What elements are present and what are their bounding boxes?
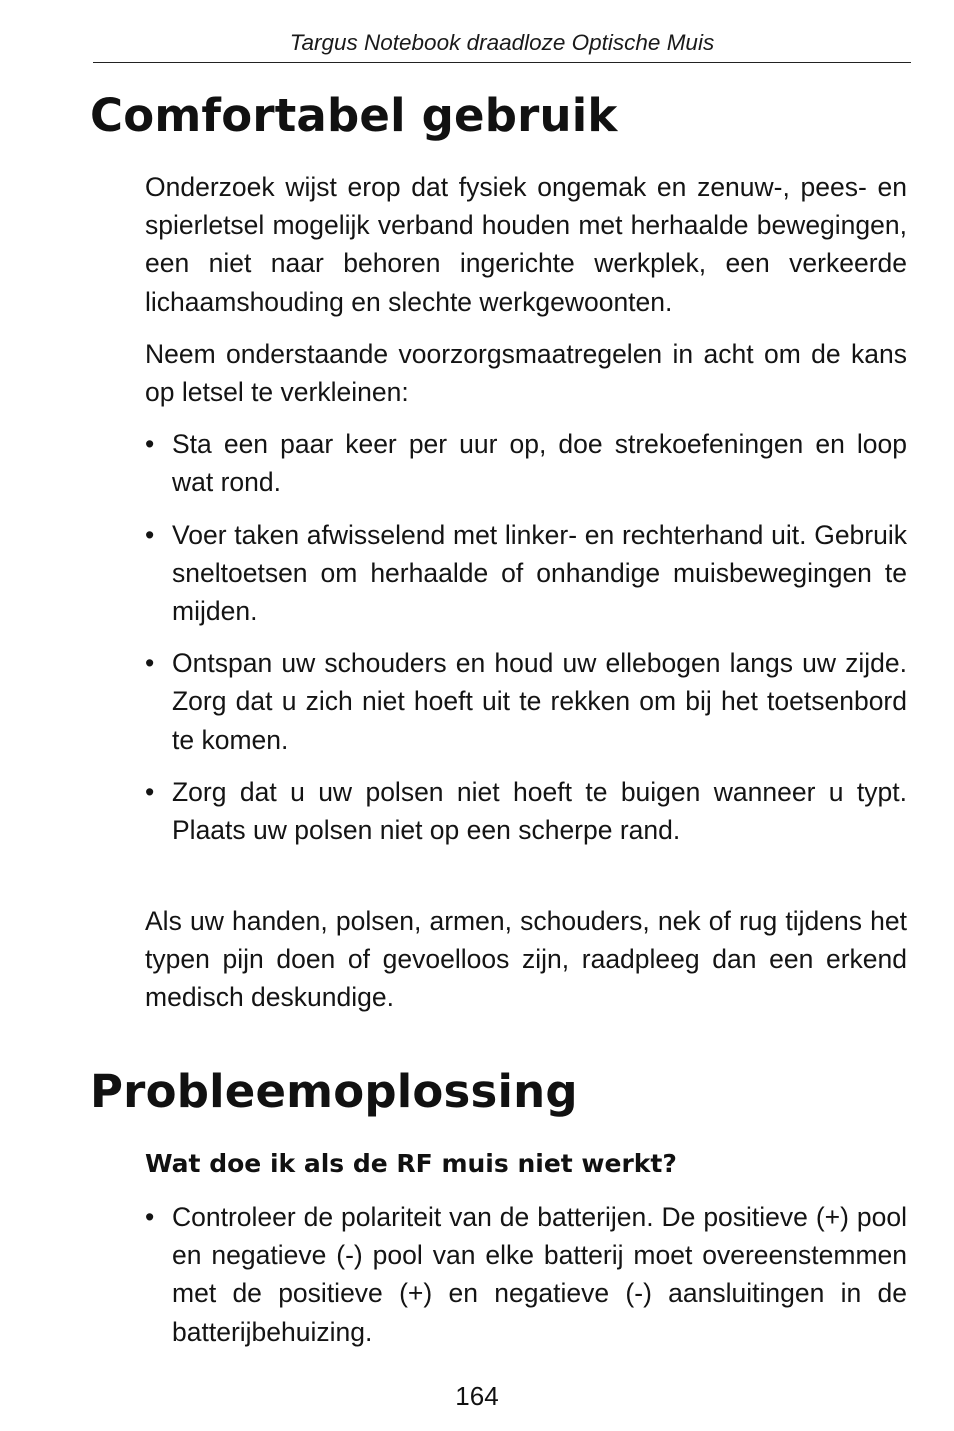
list-item — [145, 644, 907, 759]
bullet-icon: • — [145, 648, 155, 679]
list-item-text: Sta een paar keer per uur op, doe strekoefeningen en loop wat rond. — [172, 429, 907, 498]
bullet-icon: • — [145, 1202, 155, 1232]
list-item-text: Controleer de polariteit van de batterijen. De positieve (+) pool en negatieve (-) pool van elke batterij moet overeenstemmen met de positieve (+) en negatieve (-) aansluitingen in de batterijbehuizing. — [172, 1202, 907, 1347]
comfort-closing-paragraph: Als uw handen, polsen, armen, schouders, nek of rug tijdens het typen pijn doen of gevoelloos zijn, raadpleeg dan een erkend medisch deskundige. — [145, 906, 907, 1013]
section-heading-troubleshooting: Probleemoplossing — [90, 1065, 578, 1118]
list-item-text: Voer taken afwisselend met linker- en rechterhand uit. Gebruik sneltoetsen om herhaalde of onhandige muisbewegingen te mijden. — [172, 519, 907, 627]
bullet-icon: • — [145, 776, 155, 807]
comfort-closing — [145, 902, 907, 1017]
comfort-precautions-paragraph: Neem onderstaande voorzorgsmaatregelen in acht om de kans op letsel te verkleinen: — [145, 338, 907, 408]
troubleshooting-list — [145, 1198, 907, 1351]
list-item — [145, 773, 907, 849]
comfort-body — [145, 168, 907, 849]
comfort-intro-paragraph: Onderzoek wijst erop dat fysiek ongemak en zenuw-, pees- en spierletsel mogelijk verband houden met herhaalde bewegingen, een niet naar behoren ingerichte werkplek, een verkeerde lichaamshouding en slechte werkgewoonten. — [145, 172, 907, 317]
troubleshooting-question: Wat doe ik als de RF muis niet werkt? — [145, 1149, 677, 1178]
list-item — [145, 425, 907, 501]
header-divider — [93, 62, 911, 63]
list-item — [145, 1198, 907, 1351]
page-number: 164 — [455, 1381, 499, 1411]
running-header: Targus Notebook draadloze Optische Muis — [289, 30, 715, 55]
section-heading-comfort: Comfortabel gebruik — [90, 89, 618, 142]
list-item-text: Ontspan uw schouders en houd uw ellebogen langs uw zijde. Zorg dat u zich niet hoeft uit te rekken om bij het toetsenbord te komen. — [172, 648, 907, 755]
troubleshooting-body — [145, 1198, 907, 1351]
bullet-icon: • — [145, 519, 155, 550]
list-item-text: Zorg dat u uw polsen niet hoeft te buigen wanneer u typt. Plaats uw polsen niet op een scherpe rand. — [172, 776, 907, 846]
precautions-list — [145, 425, 907, 849]
bullet-icon: • — [145, 429, 155, 460]
list-item — [145, 516, 907, 631]
